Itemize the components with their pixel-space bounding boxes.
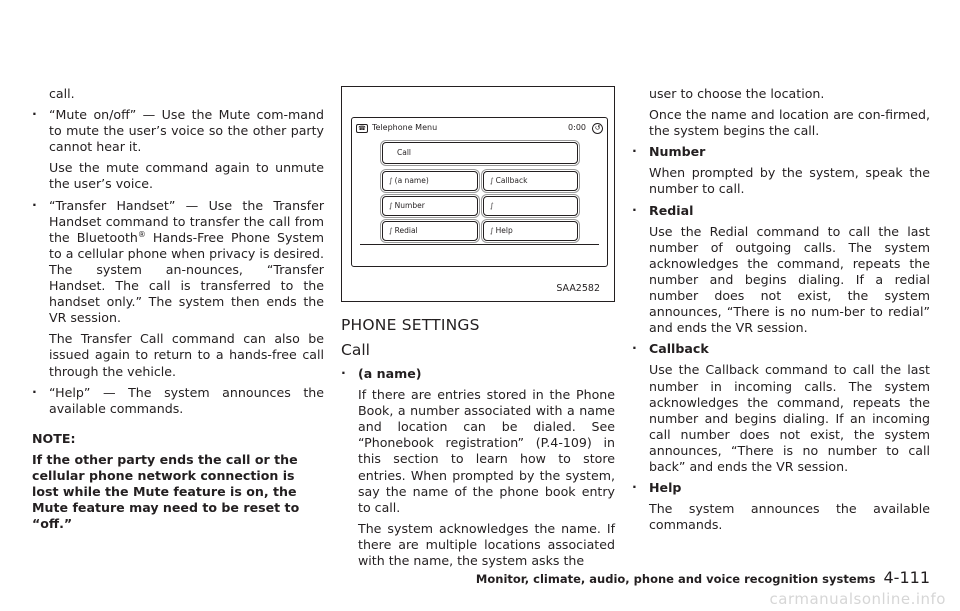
page-footer: [0, 570, 930, 587]
a-name-label: (a name): [394, 176, 429, 185]
bullet-help: . “Help” — The system announces the available commands.: [32, 385, 324, 417]
confirm-text: Once the name and location are con-firmed, the system begins the call.: [649, 107, 930, 139]
redial-button: [382, 221, 478, 241]
figure-code: SAA2582: [556, 282, 600, 294]
voice-icon: ∫: [490, 202, 494, 210]
call-timer: 0:00: [568, 123, 586, 132]
bullet-transfer-handset: [32, 198, 324, 327]
help-label: Help: [495, 226, 513, 235]
a-name-button: [382, 171, 478, 191]
menu-title: Telephone Menu: [372, 123, 438, 132]
voice-icon: ∫: [389, 227, 393, 235]
voice-icon: ∫: [389, 202, 393, 210]
transfer-text-b: Hands-Free Phone System to a cellular phone when privacy is desired. The system an-nounces, “Transfer Handset. The call is transferred to the handset only.” The system then ends the VR session.: [49, 229, 324, 326]
registered-mark: ®: [137, 229, 146, 239]
note-heading: NOTE:: [32, 430, 76, 446]
footer-section-title: Monitor, climate, audio, phone and voice recognition systems: [475, 572, 876, 586]
watermark: carmanualsonline.info: [769, 589, 946, 608]
back-icon: ↺: [592, 123, 603, 134]
number-label: Number: [394, 201, 425, 210]
voice-icon: ∫: [490, 227, 494, 235]
help-button: [483, 221, 578, 241]
column-right: [632, 86, 930, 538]
section-heading: PHONE SETTINGS: [341, 316, 480, 334]
number-button: [382, 196, 478, 216]
bullet-a-name-heading: . (a name): [341, 366, 615, 382]
redial-label: Redial: [394, 226, 418, 235]
mute-subtext: Use the mute command again to unmute the user’s voice.: [49, 160, 324, 192]
page-number: 4-111: [883, 568, 930, 587]
callback-body: Use the Callback command to call the last number in incoming calls. The system acknowledges the command, repeats the number and begins dialing. If an incoming call number does not exist, the system announces, “There is no number to call back” and ends the VR session.: [649, 362, 930, 474]
continued-text: user to choose the location.: [649, 86, 825, 101]
blank-voice-button: [483, 196, 578, 216]
continued-text: call.: [49, 86, 75, 101]
call-button: [382, 142, 578, 164]
bullet-redial-heading: . Redial: [632, 203, 930, 219]
a-name-body-2: The system acknowledges the name. If there are multiple locations associated with the name, the system asks the: [358, 520, 615, 569]
call-label: Call: [397, 148, 412, 157]
help-body: The system announces the available commands.: [649, 501, 930, 533]
bullet-help-heading: . Help: [632, 480, 930, 496]
screen-title-bar: [356, 121, 603, 135]
number-body: When prompted by the system, speak the number to call.: [649, 165, 930, 197]
callback-label: Callback: [495, 176, 528, 185]
column-middle: [341, 86, 615, 574]
bullet-number-heading: . Number: [632, 144, 930, 160]
bullet-mute: . “Mute on/off” — Use the Mute com-mand to mute the user’s voice so the other party cannot hear it.: [32, 107, 324, 155]
redial-body: Use the Redial command to call the last number of outgoing calls. The system acknowledges the command, repeats the number and begins dialing. If a redial number does not exist, the system announces, “There is no num-ber to redial” and ends the VR session.: [649, 223, 930, 336]
telephone-menu-figure: [341, 86, 615, 302]
voice-icon: ∫: [389, 177, 393, 185]
callback-button: [483, 171, 578, 191]
subsection-heading: Call: [341, 341, 370, 359]
transfer-text-a: “Transfer Handset” — Use the Transfer Handset command to transfer the call from the Bluetooth: [49, 197, 324, 245]
bullet-callback-heading: . Callback: [632, 341, 930, 357]
transfer-subtext: The Transfer Call command can also be issued again to return to a hands-free call through the vehicle.: [49, 331, 324, 379]
note-body: If the other party ends the call or the cellular phone network connection is lost while the Mute feature is on, the Mute feature may need to be reset to “off.”: [32, 451, 300, 532]
voice-icon: ∫: [490, 177, 494, 185]
column-left: [32, 86, 324, 537]
screen-divider: [360, 244, 599, 245]
a-name-body-1: If there are entries stored in the Phone Book, a number associated with a name and location can be dialed. See “Phonebook registration” (P.4-109) in this section to learn how to store entries. When prompted by the system, say the name of the phone book entry to call.: [358, 387, 615, 515]
display-screen: [351, 117, 608, 267]
telephone-icon: ☎: [356, 124, 368, 133]
